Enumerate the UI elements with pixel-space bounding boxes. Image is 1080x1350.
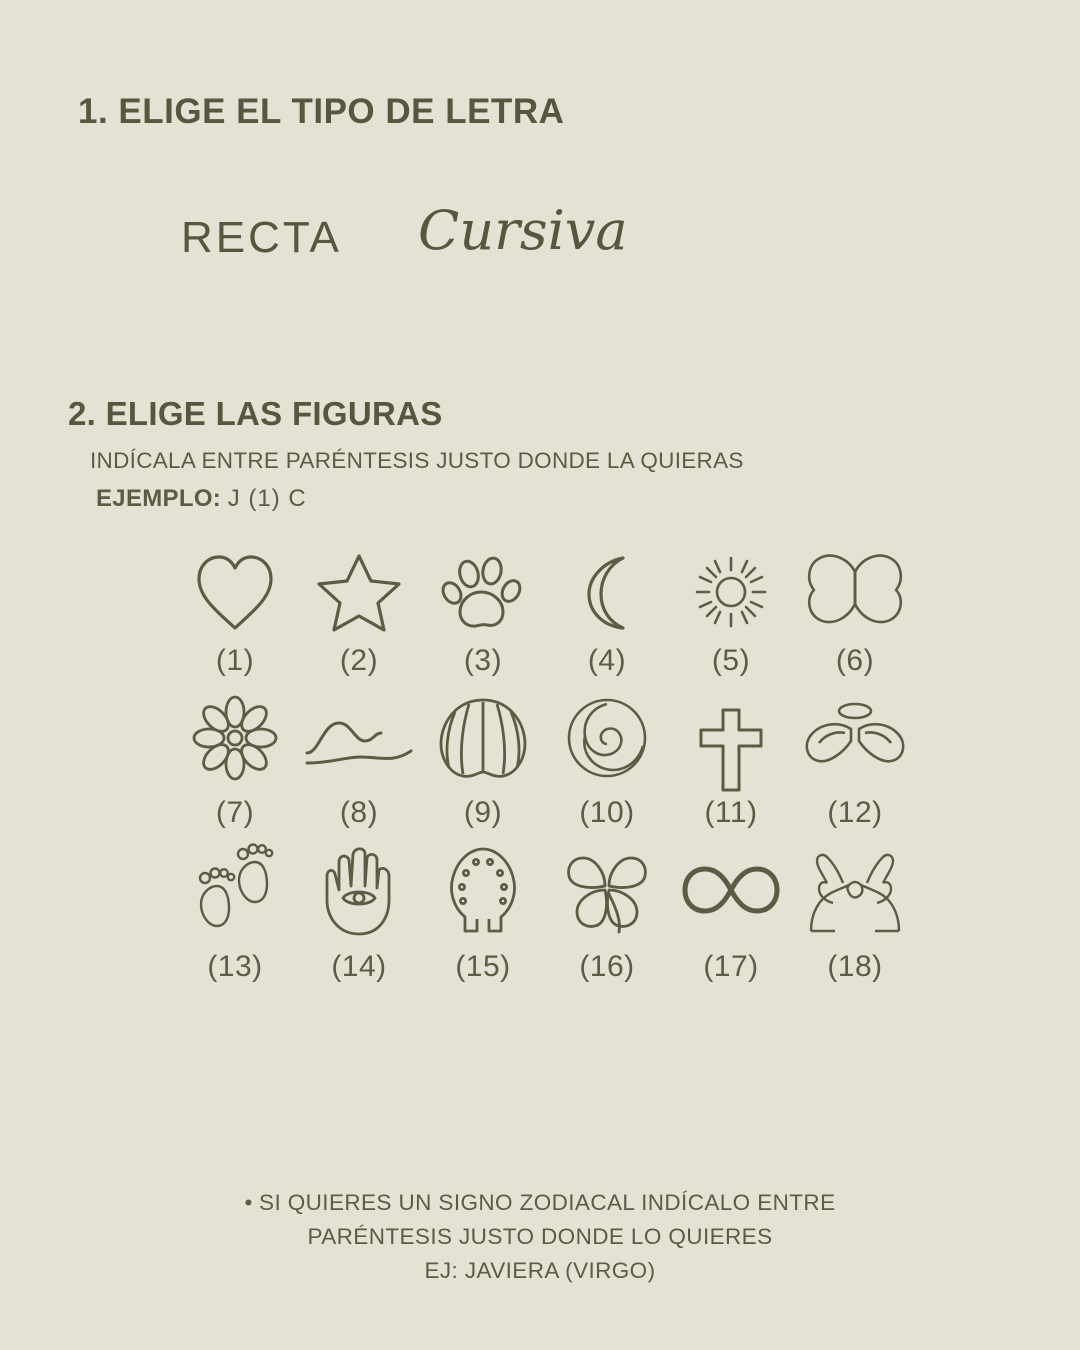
note-line-2: PARÉNTESIS JUSTO DONDE LO QUIERES <box>307 1224 773 1249</box>
figure-grid <box>150 540 940 992</box>
example-value: J (1) C <box>227 485 307 512</box>
note-line-1 <box>0 1186 1080 1220</box>
angel-wings-icon <box>799 686 911 790</box>
butterfly-icon <box>800 540 910 644</box>
figure-option-6[interactable] <box>793 540 917 676</box>
hamsa-hand-icon <box>313 838 405 942</box>
figure-number: (2) <box>339 644 379 677</box>
figure-number: (11) <box>704 796 758 829</box>
font-style-options <box>78 199 778 295</box>
figure-option-13[interactable] <box>173 838 297 982</box>
figure-option-7[interactable] <box>173 686 297 828</box>
baby-feet-icon <box>187 838 283 942</box>
step-2-title: 2. ELIGE LAS FIGURAS <box>68 395 443 432</box>
figure-option-18[interactable] <box>793 838 917 982</box>
figure-option-12[interactable] <box>793 686 917 828</box>
flower-icon <box>189 686 281 790</box>
figure-number: (8) <box>339 796 379 829</box>
step-1-title: 1. ELIGE EL TIPO DE LETRA <box>78 92 565 131</box>
figure-number: (10) <box>579 796 635 829</box>
figure-row <box>150 686 940 828</box>
figure-option-1[interactable] <box>173 540 297 676</box>
pinky-promise-icon <box>801 838 909 942</box>
figure-number: (14) <box>331 950 387 983</box>
cross-icon <box>693 702 769 798</box>
figure-number: (16) <box>579 950 635 983</box>
figure-option-4[interactable] <box>545 540 669 676</box>
paw-print-icon <box>437 540 529 644</box>
wave-icon <box>301 686 417 790</box>
example-label: EJEMPLO: <box>96 485 222 512</box>
figure-number: (12) <box>827 796 883 829</box>
spiral-shell-icon <box>561 686 653 790</box>
step-2-subtitle: INDÍCALA ENTRE PARÉNTESIS JUSTO DONDE LA QUIERAS <box>90 448 744 473</box>
scallop-shell-icon <box>435 686 531 790</box>
figure-number: (15) <box>455 950 511 983</box>
sun-icon <box>685 540 777 644</box>
infinity-icon <box>679 838 783 942</box>
figure-option-15[interactable] <box>421 838 545 982</box>
figure-option-17[interactable] <box>669 838 793 982</box>
figure-option-14[interactable] <box>297 838 421 982</box>
figure-number: (7) <box>215 796 255 829</box>
figure-number: (17) <box>703 950 759 983</box>
star-icon <box>313 540 405 644</box>
figure-number: (1) <box>215 644 255 677</box>
figure-option-2[interactable] <box>297 540 421 676</box>
note-line-1-text: SI QUIERES UN SIGNO ZODIACAL INDÍCALO ENTRE <box>259 1190 836 1215</box>
figure-option-11[interactable] <box>669 702 793 828</box>
heart-icon <box>189 540 281 644</box>
figure-option-8[interactable] <box>297 686 421 828</box>
figure-option-9[interactable] <box>421 686 545 828</box>
figure-number: (13) <box>207 950 263 983</box>
figure-option-5[interactable] <box>669 540 793 676</box>
figure-option-3[interactable] <box>421 540 545 676</box>
figure-option-10[interactable] <box>545 686 669 828</box>
four-leaf-clover-icon <box>559 838 655 942</box>
figure-number: (3) <box>463 644 503 677</box>
figure-number: (9) <box>463 796 503 829</box>
font-option-recta[interactable]: RECTA <box>181 213 342 262</box>
note-line-3: EJ: JAVIERA (VIRGO) <box>424 1258 656 1283</box>
bullet-icon: • <box>244 1190 253 1215</box>
figure-number: (18) <box>827 950 883 983</box>
figure-option-16[interactable] <box>545 838 669 982</box>
horseshoe-icon <box>439 838 527 942</box>
figure-number: (5) <box>711 644 751 677</box>
zodiac-note <box>0 1186 1080 1288</box>
figure-row <box>150 540 940 676</box>
figure-number: (4) <box>587 644 627 677</box>
font-option-cursiva[interactable]: Cursiva <box>418 199 628 262</box>
figure-number: (6) <box>835 644 875 677</box>
figure-row <box>150 838 940 982</box>
step-2-example <box>96 485 307 513</box>
moon-icon <box>561 540 653 644</box>
